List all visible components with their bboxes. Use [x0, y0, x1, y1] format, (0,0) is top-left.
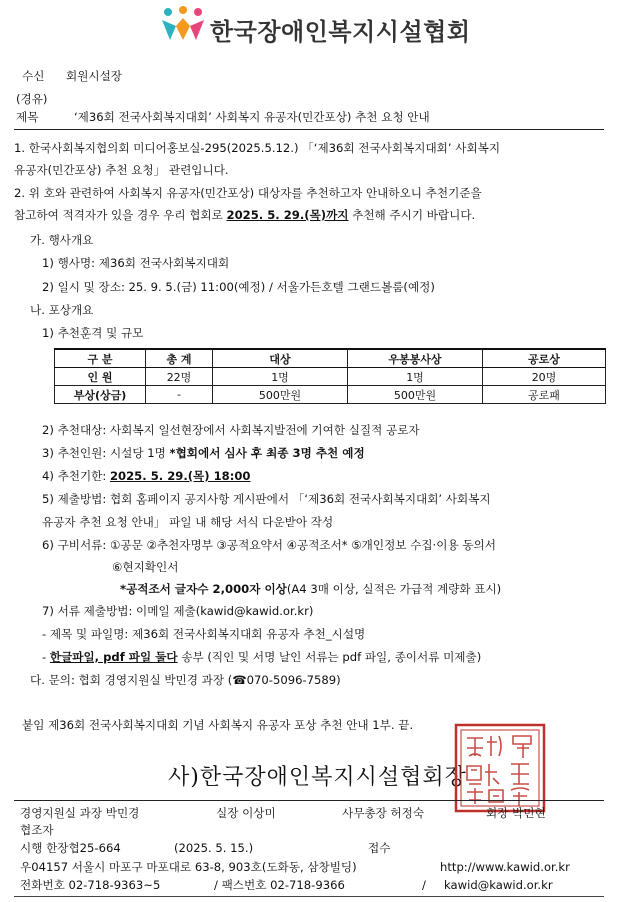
- subject-divider: [14, 129, 604, 130]
- na-item-3-note: *협회에서 심사 후 최종 3명 추천 예정: [169, 446, 365, 460]
- cooperator-label: 협조자: [20, 823, 54, 837]
- address: 우04157 서울시 마포구 마포대로 63-8, 903호(도화동, 삼창빌딩): [20, 860, 357, 874]
- na-item-4: 4) 추천기한: 2025. 5. 29.(목) 18:00: [42, 469, 251, 483]
- subject: ‘제36회 전국사회복지대회’ 사회복지 유공자(민간포상) 추천 요청 안내: [74, 110, 430, 124]
- table-cell: 부상(상금): [55, 386, 146, 404]
- table-row: [55, 368, 606, 386]
- document-date: (2025. 5. 15.): [174, 841, 254, 855]
- table-cell: 500만원: [348, 386, 483, 404]
- table-header-cell: 공로상: [483, 349, 606, 368]
- p2-line2: 참고하여 적격자가 있을 경우 우리 협회로 2025. 5. 29.(목)까지 추천해 주시기 바랍니다.: [14, 208, 476, 222]
- table-cell: 22명: [146, 368, 213, 386]
- p1-line2: 유공자(민간포상) 추천 요청」 관련입니다.: [14, 163, 229, 177]
- na-item-7: 7) 서류 제출방법: 이메일 제출(kawid@kawid.or.kr): [42, 604, 314, 618]
- attachment: 붙임 제36회 전국사회복지대회 기념 사회복지 유공자 포상 추천 안내 1부. 끝.: [22, 718, 414, 732]
- receipt-label: 접수: [368, 841, 391, 855]
- phone-number: 전화번호 02-718-9363~5: [20, 878, 161, 892]
- na-item-4-deadline: 2025. 5. 29.(목) 18:00: [109, 469, 251, 483]
- org-signature-name: 사)한국장애인복지시설협회장: [168, 765, 467, 790]
- email-link[interactable]: kawid@kawid.or.kr: [444, 878, 553, 892]
- fax-number: / 팩스번호 02-718-9366: [214, 878, 345, 892]
- table-cell: 1명: [213, 368, 348, 386]
- table-cell: 인 원: [55, 368, 146, 386]
- table-cell: 공로패: [483, 386, 606, 404]
- na-item-5-line1: 5) 제출방법: 협회 홈페이지 공지사항 게시판에서 「‘제36회 전국사회복지대회’ 사회복지: [42, 492, 491, 506]
- signer-manager: 경영지원실 과장 박민경: [20, 806, 140, 820]
- p2-line1: 2. 위 호와 관련하여 사회복지 유공자(민간포상) 대상자를 추천하고자 안내하오니 추천기준을: [14, 186, 482, 200]
- na-item-6-line2: ⑥현지확인서: [112, 560, 179, 574]
- org-logo-text: 한국장애인복지시설협회: [210, 18, 471, 46]
- table-header-cell: 대상: [213, 349, 348, 368]
- table-header-cell: 구 분: [55, 349, 146, 368]
- na-item-1: 1) 추천훈격 및 규모: [42, 326, 144, 340]
- table-header-cell: 총 계: [146, 349, 213, 368]
- na-item-6-line1: 6) 구비서류: ①공문 ②추천자명부 ③공적요약서 ④공적조서* ⑤개인정보 수집·이용 동의서: [42, 538, 496, 552]
- signer-director: 실장 이상미: [216, 806, 276, 820]
- table-row: [55, 386, 606, 404]
- email-separator: /: [422, 878, 426, 892]
- website-link[interactable]: http://www.kawid.or.kr: [440, 860, 570, 874]
- table-cell: 500만원: [213, 386, 348, 404]
- footer-divider: [14, 800, 604, 801]
- ga-item-1: 1) 행사명: 제36회 전국사회복지대회: [42, 256, 230, 270]
- award-table: [54, 348, 606, 404]
- ga-item-2: 2) 일시 및 장소: 25. 9. 5.(금) 11:00(예정) / 서울가든호텔 그랜드볼룸(예정): [42, 280, 435, 294]
- footer-bottom-line: [14, 896, 604, 897]
- table-cell: -: [146, 386, 213, 404]
- na-item-3: 3) 추천인원: 시설당 1명 *협회에서 심사 후 최종 3명 추천 예정: [42, 446, 365, 460]
- subject-label: 제목: [16, 110, 39, 124]
- section-ga-title: 가. 행사개요: [30, 233, 94, 247]
- na-item-7-format: - 한글파일, pdf 파일 둘다 송부 (직인 및 서명 날인 서류는 pdf 파일, 종이서류 미제출): [42, 650, 482, 664]
- recipient: 회원시설장: [66, 69, 122, 83]
- section-na-title: 나. 포상개요: [30, 303, 94, 317]
- na-item-6-note: *공적조서 글자수 2,000자 이상(A4 3매 이상, 실적은 가급적 계량화 표시): [120, 582, 502, 596]
- signer-president: 회장 박민현: [486, 806, 546, 820]
- section-da-contact: 다. 문의: 협회 경영지원실 박민경 과장 (☎070-5096-7589): [30, 673, 341, 687]
- p2-deadline: 2025. 5. 29.(목)까지: [226, 208, 349, 222]
- table-cell: 1명: [348, 368, 483, 386]
- na-item-2: 2) 추천대상: 사회복지 일선현장에서 사회복지발전에 기여한 실질적 공로자: [42, 423, 420, 437]
- org-logo-icon: [158, 6, 208, 42]
- table-header-row: [55, 349, 606, 368]
- na-item-7-file: - 제목 및 파일명: 제36회 전국사회복지대회 유공자 추천_시설명: [42, 627, 366, 641]
- p1-line1: 1. 한국사회복지협의회 미디어홍보실-295(2025.5.12.) 「‘제36회 전국사회복지대회’ 사회복지: [14, 141, 501, 155]
- via: (경유): [16, 92, 48, 106]
- recipient-label: 수신: [22, 69, 45, 83]
- table-cell: 20명: [483, 368, 606, 386]
- table-header-cell: 우봉봉사상: [348, 349, 483, 368]
- document-number: 시행 한장협25-664: [20, 841, 121, 855]
- signer-secretary-general: 사무총장 허정숙: [342, 806, 425, 820]
- na-item-5-line2: 유공자 추천 요청 안내」 파일 내 해당 서식 다운받아 작성: [42, 515, 334, 529]
